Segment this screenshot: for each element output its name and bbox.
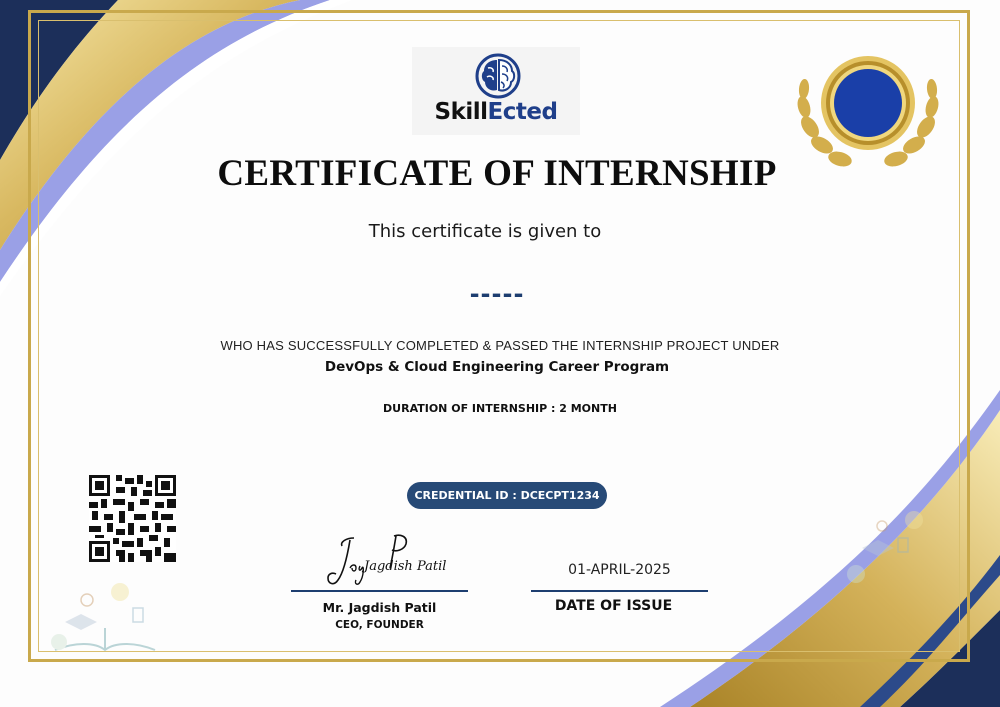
certificate-title: CERTIFICATE OF INTERNSHIP bbox=[217, 153, 777, 194]
signatory-name: Mr. Jagdish Patil bbox=[322, 600, 437, 615]
recipient-name: ----- bbox=[469, 280, 525, 308]
issue-date: 01-APRIL-2025 bbox=[568, 562, 671, 578]
brand-logo-text: SkillEcted bbox=[434, 99, 558, 125]
signature-script-text: Jagdish Patil bbox=[364, 559, 447, 574]
completion-statement: WHO HAS SUCCESSFULLY COMPLETED & PASSED THE INTERNSHIP PROJECT UNDER bbox=[220, 338, 780, 353]
credential-id-badge: CREDENTIAL ID : DCECPT1234 bbox=[407, 482, 607, 509]
program-name: DevOps & Cloud Engineering Career Program bbox=[324, 359, 670, 375]
qr-code-icon bbox=[89, 475, 176, 562]
internship-duration: DURATION OF INTERNSHIP : 2 MONTH bbox=[383, 402, 617, 415]
signatory-role: CEO, FOUNDER bbox=[335, 619, 424, 631]
signature-line bbox=[291, 590, 468, 592]
given-to-text: This certificate is given to bbox=[368, 221, 602, 242]
education-sketch-icon-right bbox=[842, 508, 932, 588]
brain-logo-icon bbox=[474, 52, 522, 100]
date-of-issue-label: DATE OF ISSUE bbox=[554, 598, 673, 614]
signature-image bbox=[324, 532, 447, 588]
date-line bbox=[531, 590, 708, 592]
education-sketch-icon bbox=[45, 578, 165, 658]
